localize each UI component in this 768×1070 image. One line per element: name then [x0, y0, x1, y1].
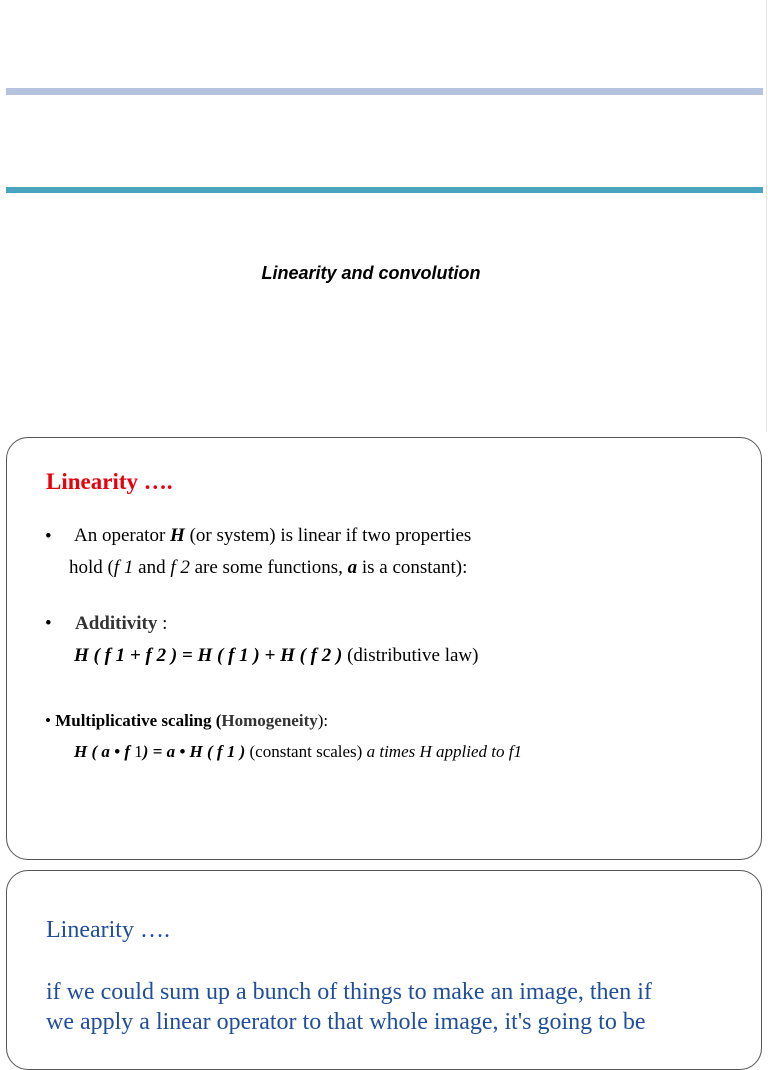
slide-linearity-definition	[6, 437, 762, 860]
explanation-line-1: if we could sum up a bunch of things to make an image, then if	[46, 979, 652, 1005]
additivity-label: Additivity :	[75, 613, 168, 634]
intro-line-1: An operator H (or system) is linear if two properties	[74, 525, 472, 546]
slide-title: Linearity and convolution	[261, 263, 481, 283]
homogeneity-label: • Multiplicative scaling (Homogeneity):	[45, 711, 329, 730]
explanation-line-2: we apply a linear operator to that whole image, it's going to be	[46, 1009, 646, 1035]
additivity-formula: H ( f 1 + f 2 ) = H ( f 1 ) + H ( f 2 ) (distributive law)	[74, 645, 479, 666]
slide-heading: Linearity ….	[46, 469, 173, 494]
intro-line-2: hold (f 1 and f 2 are some functions, a is a constant):	[69, 557, 468, 578]
slide-heading: Linearity ….	[46, 917, 170, 943]
decorative-rule-teal	[6, 187, 763, 193]
title-slide	[0, 0, 768, 430]
decorative-rule-top	[6, 88, 763, 95]
slide-edge	[766, 0, 767, 432]
bullet-marker: •	[45, 613, 52, 634]
homogeneity-formula: H ( a • f 1) = a • H ( f 1 ) (constant scales) a times H applied to f1	[74, 742, 522, 761]
slide-linearity-explanation	[6, 870, 762, 1070]
bullet-marker: •	[45, 526, 52, 547]
